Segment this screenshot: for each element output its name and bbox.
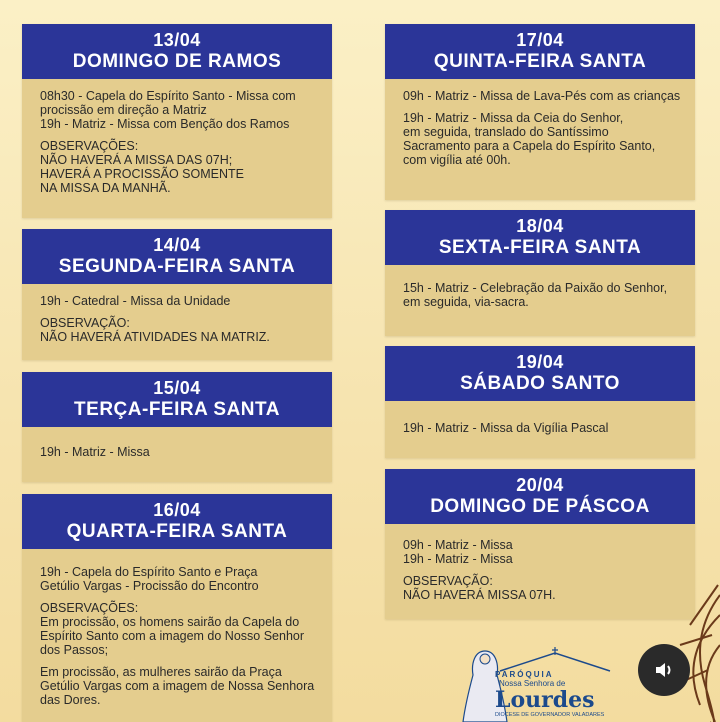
day-body	[385, 524, 695, 610]
day-title: SEXTA-FEIRA SANTA	[438, 236, 642, 258]
logo-line1: PARÓQUIA	[495, 670, 554, 679]
parish-logo	[455, 645, 615, 722]
schedule-text: 09h - Matriz - Missa 19h - Matriz - Missa	[403, 537, 513, 566]
schedule-text: 19h - Matriz - Missa da Vigília Pascal	[403, 420, 609, 435]
speaker-icon	[652, 658, 676, 682]
day-body	[22, 79, 332, 203]
day-date: 20/04	[516, 475, 564, 495]
day-body	[22, 549, 332, 715]
logo-line2: Nossa Senhora de	[499, 679, 566, 688]
observation-text: Em procissão, as mulheres sairão da Praça Getúlio Vargas com a imagem de Nossa Senhora das Dores.	[40, 664, 315, 707]
day-header	[22, 229, 332, 284]
church-outline-icon	[495, 645, 615, 673]
day-title: SEGUNDA-FEIRA SANTA	[58, 255, 296, 277]
day-title: QUINTA-FEIRA SANTA	[433, 50, 647, 72]
day-body	[22, 427, 332, 467]
day-header	[385, 346, 695, 401]
day-card-16-04	[22, 494, 332, 722]
day-card-14-04	[22, 229, 332, 360]
day-title: TERÇA-FEIRA SANTA	[74, 398, 280, 420]
day-title: DOMINGO DE PÁSCOA	[430, 495, 650, 517]
day-title: SÁBADO SANTO	[460, 372, 620, 394]
logo-name: Lourdes	[495, 687, 595, 713]
schedule-text: 19h - Matriz - Missa da Ceia do Senhor, em seguida, translado do Santíssimo Sacramento para a Capela do Espírito Santo, com vigília até 00h.	[403, 110, 656, 167]
day-date: 13/04	[153, 30, 201, 50]
day-body	[385, 79, 695, 175]
observation-text: OBSERVAÇÕES: NÃO HAVERÁ A MISSA DAS 07H; HAVERÁ A PROCISSÃO SOMENTE NA MISSA DA MANHÃ.	[40, 138, 244, 195]
observation-text: OBSERVAÇÕES: Em procissão, os homens sairão da Capela do Espírito Santo com a imagem do Nosso Senhor dos Passos;	[40, 600, 305, 657]
sound-toggle-button[interactable]	[638, 644, 690, 696]
logo-sub: DIOCESE DE GOVERNADOR VALADARES	[495, 712, 605, 718]
schedule-text: 19h - Matriz - Missa	[40, 444, 150, 459]
day-date: 14/04	[153, 235, 201, 255]
day-date: 15/04	[153, 378, 201, 398]
day-date: 17/04	[516, 30, 564, 50]
day-date: 19/04	[516, 352, 564, 372]
schedule-text: 19h - Catedral - Missa da Unidade	[40, 293, 231, 308]
day-header	[385, 469, 695, 524]
day-title: DOMINGO DE RAMOS	[72, 50, 282, 72]
observation-text: OBSERVAÇÃO: NÃO HAVERÁ MISSA 07H.	[403, 573, 556, 602]
day-body	[385, 265, 695, 317]
day-card-15-04	[22, 372, 332, 482]
schedule-text: 09h - Matriz - Missa de Lava-Pés com as crianças	[403, 88, 681, 103]
day-date: 16/04	[153, 500, 201, 520]
day-header	[385, 210, 695, 265]
day-header	[22, 494, 332, 549]
day-card-13-04	[22, 24, 332, 218]
day-date: 18/04	[516, 216, 564, 236]
day-body	[22, 284, 332, 352]
observation-text: OBSERVAÇÃO: NÃO HAVERÁ ATIVIDADES NA MATRIZ.	[40, 315, 270, 344]
day-header	[385, 24, 695, 79]
day-card-20-04	[385, 469, 695, 619]
schedule-text: 19h - Capela do Espírito Santo e Praça Getúlio Vargas - Procissão do Encontro	[40, 564, 259, 593]
day-card-19-04	[385, 346, 695, 458]
day-card-18-04	[385, 210, 695, 336]
schedule-text: 08h30 - Capela do Espírito Santo - Missa com procissão em direção a Matriz 19h - Matriz - Missa com Benção dos Ramos	[40, 88, 296, 131]
day-header	[22, 372, 332, 427]
schedule-text: 15h - Matriz - Celebração da Paixão do Senhor, em seguida, via-sacra.	[403, 280, 668, 309]
day-card-17-04	[385, 24, 695, 200]
day-title: QUARTA-FEIRA SANTA	[66, 520, 288, 542]
day-body	[385, 401, 695, 443]
day-header	[22, 24, 332, 79]
